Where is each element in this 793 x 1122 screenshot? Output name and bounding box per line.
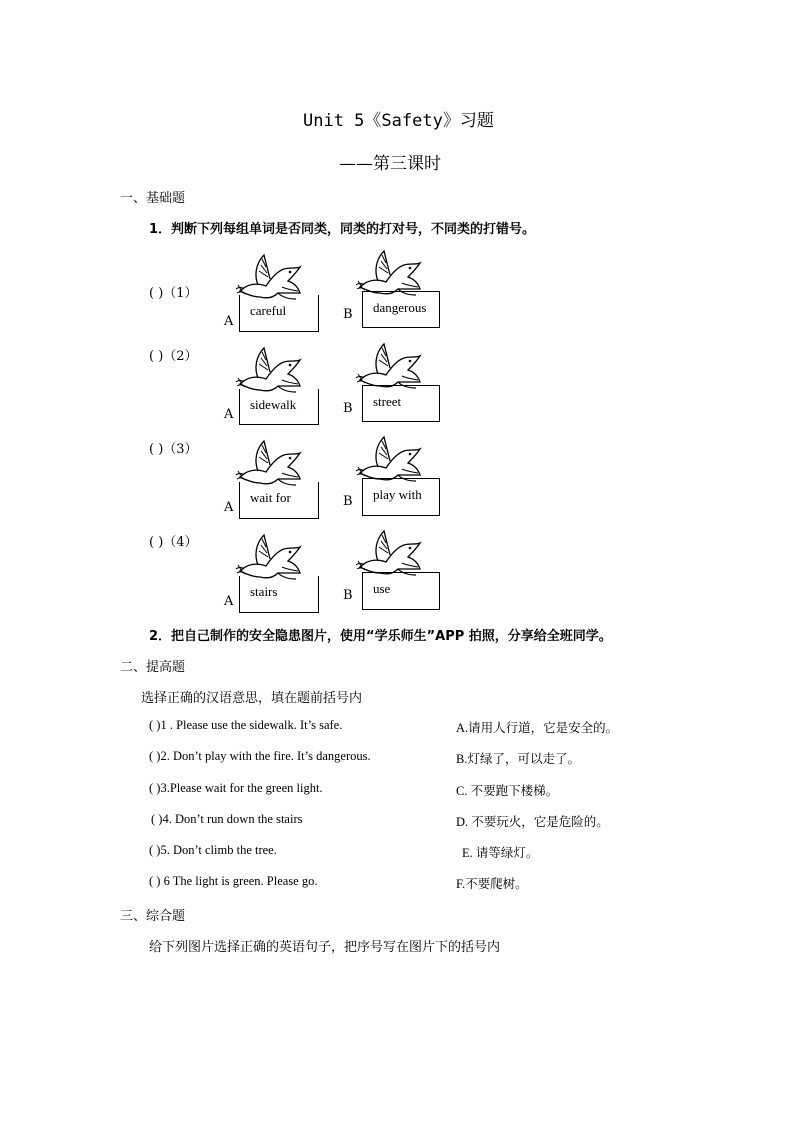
word-box-b	[362, 385, 440, 422]
label-a: A	[224, 314, 234, 329]
label-a: A	[224, 500, 234, 515]
word-b: play with	[373, 487, 422, 502]
word-box-b	[362, 572, 440, 610]
question-2: 2．把自己制作的安全隐患图片，使用“学乐师生”APP 拍照，分享给全班同学。	[149, 629, 612, 644]
match-left-2: ( )2. Don’t play with the fire. It’s dangerous.	[149, 749, 371, 763]
item-1-number: ( )（1）	[149, 286, 198, 301]
section2-heading: 二、提高题	[120, 660, 186, 675]
match-right-3: C. 不要跑下楼梯。	[456, 784, 559, 798]
word-a: sidewalk	[250, 397, 297, 412]
word-b: street	[373, 394, 402, 409]
question-1: 1．判断下列每组单词是否同类，同类的打对号，不同类的打错号。	[149, 222, 536, 237]
match-right-2: B.灯绿了，可以走了。	[456, 752, 580, 766]
word-box-a	[239, 295, 319, 332]
section1-heading: 一、基础题	[120, 191, 186, 206]
page-title: Unit 5《Safety》习题	[303, 111, 494, 131]
label-b: B	[343, 307, 353, 322]
section3-heading: 三、综合题	[120, 909, 186, 924]
label-b: B	[343, 401, 353, 416]
match-right-5: E. 请等绿灯。	[462, 846, 539, 860]
word-box-a	[239, 576, 319, 613]
item-4-number: ( )（4）	[149, 535, 198, 550]
label-b: B	[343, 588, 353, 603]
word-box-b	[362, 478, 440, 516]
match-left-6: ( ) 6 The light is green. Please go.	[149, 874, 318, 888]
word-a: careful	[250, 303, 287, 318]
section3-instruction: 给下列图片选择正确的英语句子，把序号写在图片下的括号内	[149, 940, 501, 955]
label-a: A	[224, 407, 234, 422]
section2-instruction: 选择正确的汉语意思，填在题前括号内	[141, 691, 363, 706]
word-b: dangerous	[373, 300, 427, 315]
match-left-5: ( )5. Don’t climb the tree.	[149, 843, 277, 857]
page-subtitle: ——第三课时	[339, 154, 441, 174]
label-b: B	[343, 494, 353, 509]
match-right-6: F.不要爬树。	[456, 877, 528, 891]
match-left-3: ( )3.Please wait for the green light.	[149, 781, 323, 795]
word-box-a	[239, 482, 319, 519]
word-a: wait for	[250, 490, 291, 505]
match-left-1: ( )1 . Please use the sidewalk. It’s safe.	[149, 718, 343, 732]
item-3-number: ( )（3）	[149, 442, 198, 457]
word-box-a	[239, 389, 319, 425]
item-2-number: ( )（2）	[149, 349, 198, 364]
word-box-b	[362, 291, 440, 328]
label-a: A	[224, 594, 234, 609]
match-right-4: D. 不要玩火，它是危险的。	[456, 815, 609, 829]
word-a: stairs	[250, 584, 278, 599]
match-right-1: A.请用人行道，它是安全的。	[456, 721, 619, 735]
word-b: use	[373, 581, 391, 596]
match-left-4: ( )4. Don’t run down the stairs	[151, 812, 303, 826]
